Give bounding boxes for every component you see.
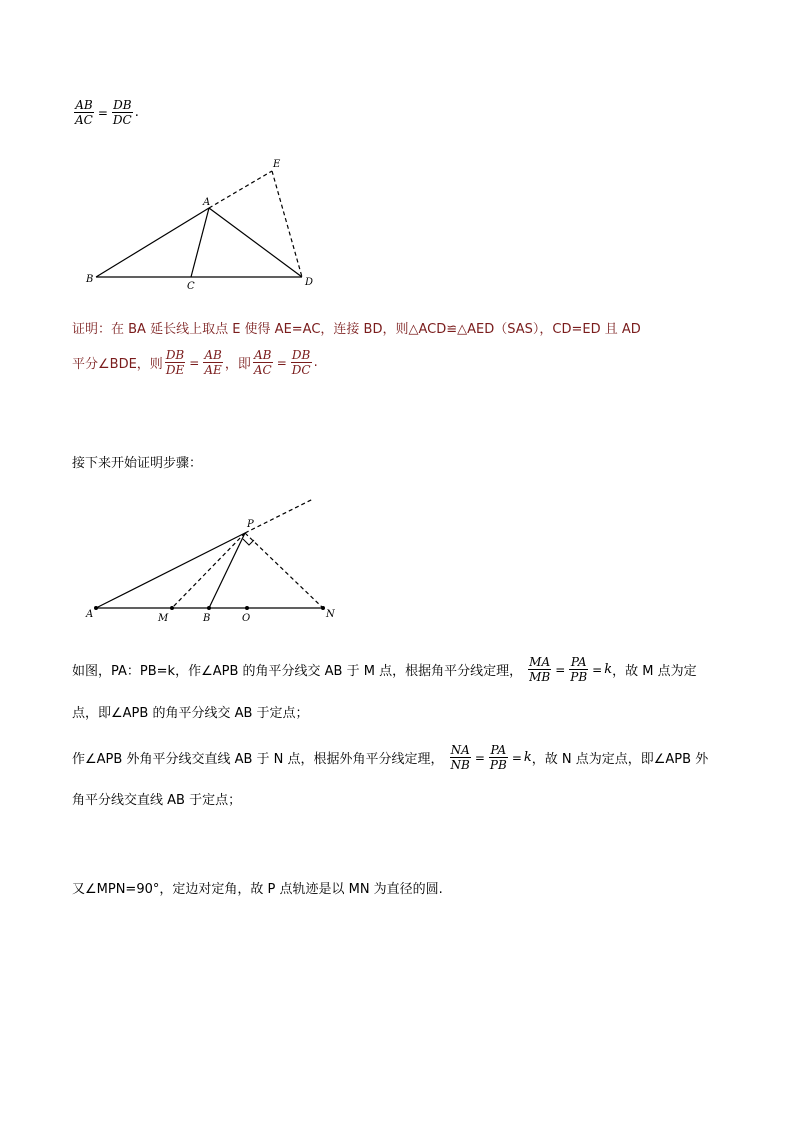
conclusion: 又∠MPN=90°，定边对定角，故 P 点轨迹是以 MN 为直径的圆. — [72, 882, 443, 897]
para1-line-1: 如图，PA：PB=k，作∠APB 的角平分线交 AB 于 M 点，根据角平分线定理， $\frac{MA}{MB}$ = $\frac{PA}{PB}$ = k ，故 M 点为定 — [72, 655, 697, 684]
para1-line-2: 点，即∠APB 的角平分线交 AB 于定点； — [72, 706, 309, 721]
proof-line-2: 平分∠BDE，则 $\frac{DB}{DE}$ = $\frac{AB}{AE}$ ，即 $\frac{AB}{AC}$ = $\frac{DB}{DC}$ . — [72, 348, 318, 377]
label-a2: A — [86, 609, 94, 620]
label-b: B — [86, 274, 94, 285]
fraction-ab-ac-2: $\frac{AB}{AC}$ — [253, 348, 272, 377]
label-b2: B — [203, 613, 211, 624]
label-m: M — [158, 613, 169, 624]
label-n: N — [326, 609, 335, 620]
fraction-pa-pb-2: $\frac{PA}{PB}$ — [489, 743, 507, 772]
fraction-ma-mb: $\frac{MA}{MB}$ — [529, 655, 551, 684]
proof-line-1: 证明：在 BA 延长线上取点 E 使得 AE=AC，连接 BD，则△ACD≌△AED（SAS），CD=ED 且 AD — [72, 322, 641, 337]
figure-apollonius — [80, 495, 335, 625]
label-c: C — [187, 281, 195, 292]
fraction-pa-pb: $\frac{PA}{PB}$ — [570, 655, 588, 684]
figure-triangle-abd — [80, 150, 330, 295]
steps-heading: 接下来开始证明步骤： — [72, 456, 203, 471]
fraction-db-dc-2: $\frac{DB}{DC}$ — [291, 348, 311, 377]
fraction-db-dc: $\frac{DB}{DC}$ — [112, 98, 132, 127]
fraction-na-nb: $\frac{NA}{NB}$ — [450, 743, 470, 772]
label-e: E — [273, 159, 281, 170]
para2-line-2: 角平分线交直线 AB 于定点； — [72, 793, 242, 808]
fraction-ab-ae: $\frac{AB}{AE}$ — [204, 348, 222, 377]
para2-line-1: 作∠APB 外角平分线交直线 AB 于 N 点，根据外角平分线定理， $\frac{NA}{NB}$ = $\frac{PA}{PB}$ = k ，故 N 点为定点，即∠APB 外 — [72, 743, 709, 772]
label-d: D — [305, 277, 314, 288]
label-a: A — [203, 197, 211, 208]
label-p: P — [247, 519, 254, 530]
fraction-db-de: $\frac{DB}{DE}$ — [165, 348, 185, 377]
label-o: O — [242, 613, 251, 624]
fraction-ab-ac: $\frac{AB}{AC}$ — [75, 98, 93, 127]
intro-formula: $\frac{AB}{AC}$ = $\frac{DB}{DC}$ . — [75, 98, 139, 127]
